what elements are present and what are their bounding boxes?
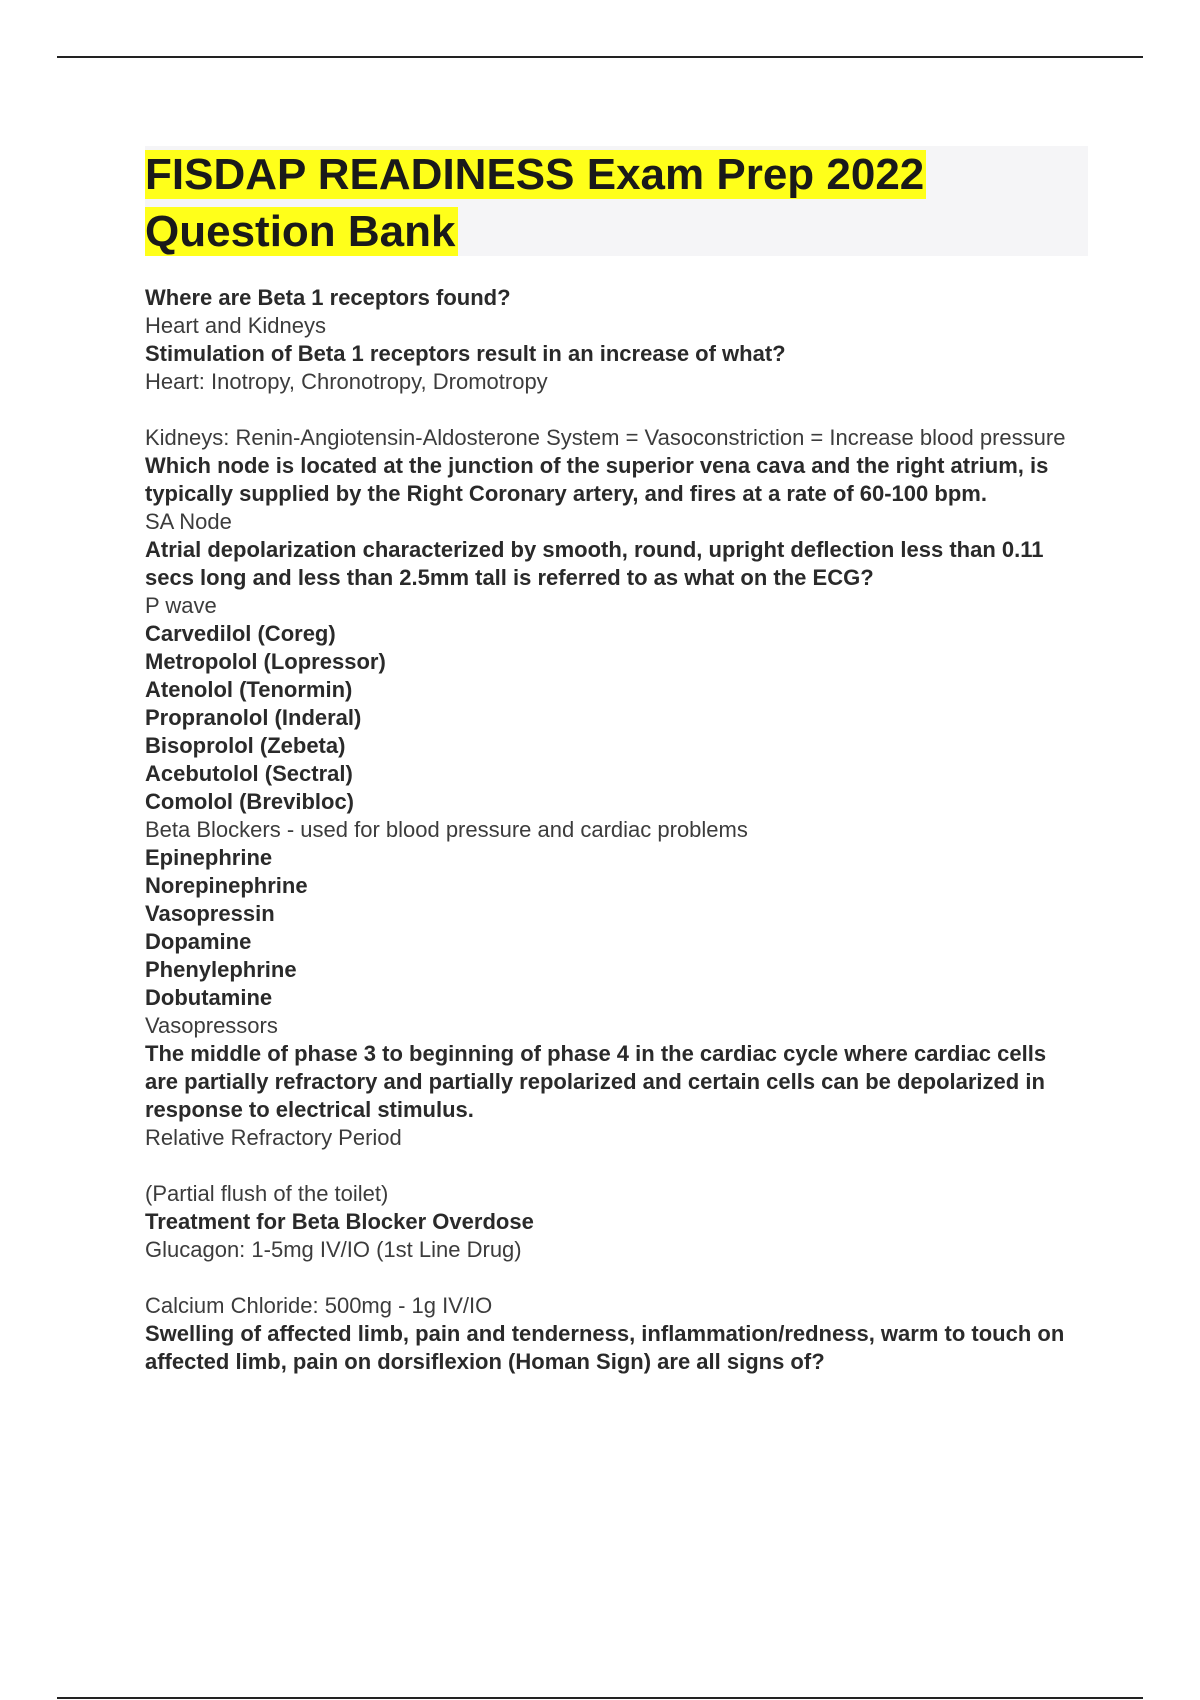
page-title (145, 146, 1088, 260)
title-line-1: FISDAP READINESS Exam Prep 2022 (145, 150, 925, 199)
drug-bisoprolol: Bisoprolol (Zebeta) (145, 733, 346, 758)
answer-sa-node: SA Node (145, 509, 232, 534)
answer-beta1-location: Heart and Kidneys (145, 313, 326, 338)
title-line-2: Question Bank (145, 207, 456, 256)
question-dvt-signs: Swelling of affected limb, pain and tenderness, inflammation/redness, warm to touch on affected limb, pain on dorsiflexion (Homan Sign) are all signs of? (145, 1321, 1065, 1374)
drug-epinephrine: Epinephrine (145, 845, 273, 870)
drug-dopamine: Dopamine (145, 929, 252, 954)
drug-dobutamine: Dobutamine (145, 985, 273, 1010)
answer-calcium-chloride: Calcium Chloride: 500mg - 1g IV/IO (145, 1293, 493, 1318)
question-p-wave: Atrial depolarization characterized by smooth, round, upright deflection less than 0.11 secs long and less than 2.5mm tall is referred to as what on the ECG? (145, 537, 1044, 590)
drug-vasopressin: Vasopressin (145, 901, 275, 926)
drug-phenylephrine: Phenylephrine (145, 957, 297, 982)
spacer (145, 1152, 1085, 1180)
question-beta1-location: Where are Beta 1 receptors found? (145, 285, 511, 310)
drug-comolol: Comolol (Brevibloc) (145, 789, 355, 814)
question-beta1-stimulation: Stimulation of Beta 1 receptors result in an increase of what? (145, 341, 786, 366)
drug-carvedilol: Carvedilol (Coreg) (145, 621, 336, 646)
question-beta-blocker-overdose: Treatment for Beta Blocker Overdose (145, 1209, 534, 1234)
answer-beta-blockers: Beta Blockers - used for blood pressure and cardiac problems (145, 817, 748, 842)
question-bank-content (145, 284, 1085, 1376)
drug-norepinephrine: Norepinephrine (145, 873, 308, 898)
question-sa-node: Which node is located at the junction of the superior vena cava and the right atrium, is typically supplied by the Right Coronary artery, and fires at a rate of 60-100 bpm. (145, 453, 1049, 506)
answer-p-wave: P wave (145, 593, 217, 618)
answer-refractory-note: (Partial flush of the toilet) (145, 1181, 389, 1206)
answer-vasopressors: Vasopressors (145, 1013, 278, 1038)
question-refractory-period: The middle of phase 3 to beginning of phase 4 in the cardiac cycle where cardiac cells are partially refractory and partially repolarized and certain cells can be depolarized in response to electrical stimulus. (145, 1041, 1047, 1122)
spacer (145, 396, 1085, 424)
drug-atenolol: Atenolol (Tenormin) (145, 677, 353, 702)
answer-glucagon: Glucagon: 1-5mg IV/IO (1st Line Drug) (145, 1237, 522, 1262)
answer-beta1-heart: Heart: Inotropy, Chronotropy, Dromotropy (145, 369, 548, 394)
answer-beta1-kidneys: Kidneys: Renin-Angiotensin-Aldosterone System = Vasoconstriction = Increase blood pressure (145, 425, 1066, 450)
top-divider (57, 56, 1143, 58)
drug-metropolol: Metropolol (Lopressor) (145, 649, 386, 674)
answer-refractory-period: Relative Refractory Period (145, 1125, 402, 1150)
bottom-divider (57, 1697, 1143, 1699)
drug-acebutolol: Acebutolol (Sectral) (145, 761, 353, 786)
drug-propranolol: Propranolol (Inderal) (145, 705, 362, 730)
title-block (145, 146, 1088, 256)
spacer (145, 1264, 1085, 1292)
